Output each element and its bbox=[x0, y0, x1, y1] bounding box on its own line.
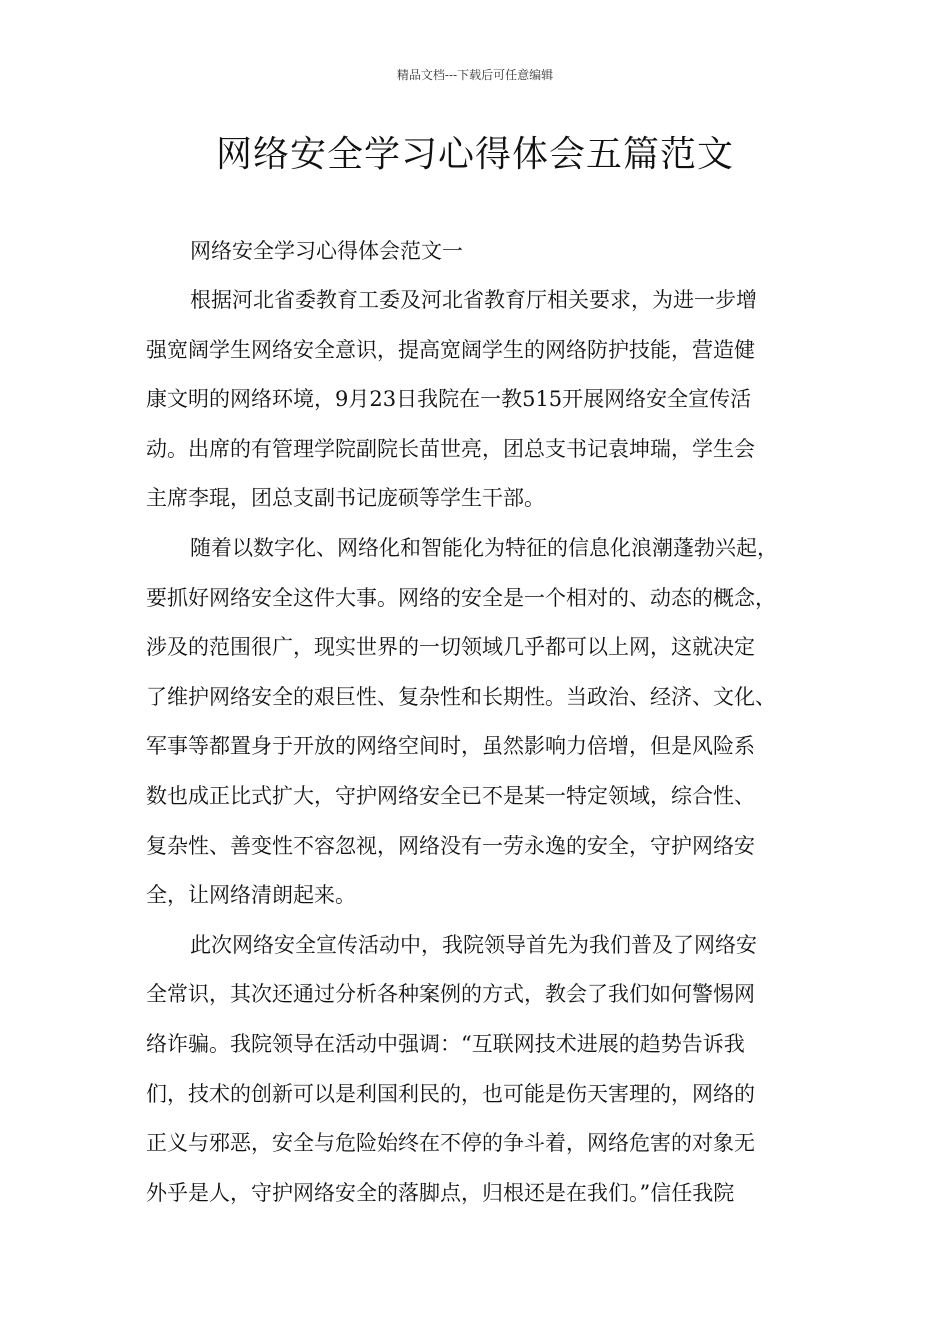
paragraph-line: 络诈骗。我院领导在活动中强调：“互联网技术进展的趋势告诉我 bbox=[146, 1031, 745, 1056]
section-heading: 网络安全学习心得体会范文一 bbox=[190, 239, 463, 263]
paragraph-line: 随着以数字化、网络化和智能化为特征的信息化浪潮蓬勃兴起， bbox=[190, 535, 778, 560]
paragraph-line: 根据河北省委教育工委及河北省教育厅相关要求，为进一步增 bbox=[190, 288, 757, 312]
paragraph-2 bbox=[146, 524, 822, 921]
document-title: 网络安全学习心得体会五篇范文 bbox=[215, 134, 734, 175]
paragraph-line: 此次网络安全宣传活动中，我院领导首先为我们普及了网络安 bbox=[190, 932, 757, 957]
paragraph-line: 康文明的网络环境，9月23日我院在一教515开展网络安全宣传活 bbox=[146, 387, 752, 412]
paragraph-line: 正义与邪恶，安全与危险始终在不停的争斗着，网络危害的对象无 bbox=[146, 1131, 755, 1156]
paragraph-line: 了维护网络安全的艰巨性、复杂性和长期性。当政治、经济、文化、 bbox=[146, 684, 776, 709]
paragraph-line: 外乎是人，守护网络安全的落脚点，归根还是在我们。”信任我院 bbox=[146, 1180, 735, 1205]
document-body bbox=[146, 226, 822, 1218]
paragraph-line: 全，让网络清朗起来。 bbox=[146, 883, 356, 908]
paragraph-line: 们，技术的创新可以是利国利民的，也可能是伤天害理的，网络的 bbox=[146, 1081, 755, 1106]
paragraph-3 bbox=[146, 921, 822, 1219]
paragraph-1 bbox=[146, 276, 822, 524]
paragraph-line: 强宽阔学生网络安全意识，提高宽阔学生的网络防护技能，营造健 bbox=[146, 337, 755, 362]
header-note: 精品文档---下载后可任意编辑 bbox=[396, 68, 554, 82]
paragraph-line: 复杂性、善变性不容忽视，网络没有一劳永逸的安全，守护网络安 bbox=[146, 833, 755, 858]
paragraph-line: 军事等都置身于开放的网络空间时，虽然影响力倍增，但是风险系 bbox=[146, 734, 755, 759]
paragraph-line: 动。出席的有管理学院副院长苗世亮，团总支书记袁坤瑞，学生会 bbox=[146, 436, 755, 461]
paragraph-line: 数也成正比式扩大，守护网络安全已不是某一特定领域，综合性、 bbox=[146, 783, 755, 808]
paragraph-line: 涉及的范围很广，现实世界的一切领域几乎都可以上网，这就决定 bbox=[146, 635, 755, 660]
paragraph-line: 要抓好网络安全这件大事。网络的安全是一个相对的、动态的概念， bbox=[146, 585, 776, 610]
paragraph-line: 主席李琨，团总支副书记庞硕等学生干部。 bbox=[146, 486, 545, 511]
paragraph-line: 全常识，其次还通过分析各种案例的方式，教会了我们如何警惕网 bbox=[146, 982, 755, 1007]
